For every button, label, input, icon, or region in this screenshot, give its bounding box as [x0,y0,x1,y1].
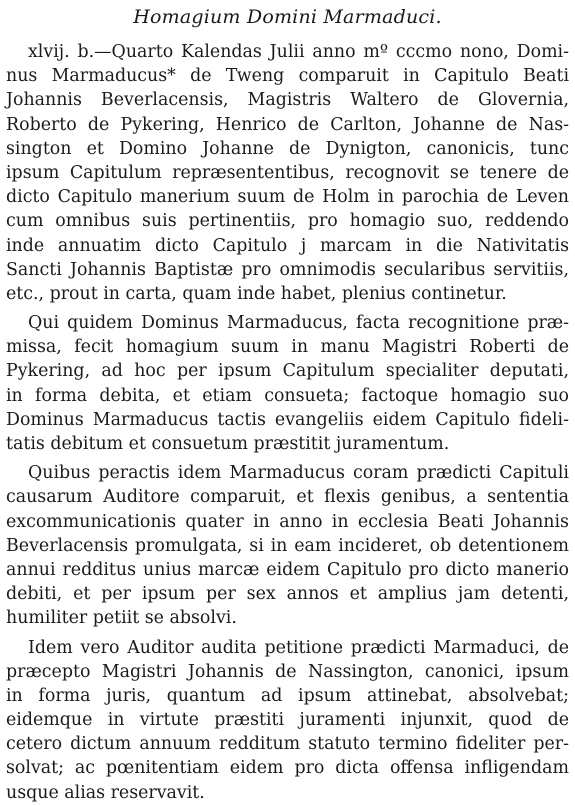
text-line: Idem vero Auditor audita petitione prædicti Marmaduci, de [28,637,569,658]
text-line: solvat; ac pœnitentiam eidem pro dicta offensa infligendam [6,758,569,779]
body-text [6,40,569,805]
paragraph [6,636,569,805]
page-title: Homagium Domini Marmaduci. [133,6,442,28]
text-line: xlvij. b.—Quarto Kalendas Julii anno mº cccmo nono, Domi- [28,42,569,62]
text-line: Roberto de Pykering, Henrico de Carlton, Johanne de Nas- [6,114,569,135]
text-line: nus Marmaducus* de Tweng comparuit in Capitulo Beati [6,66,569,87]
text-line: usque alias reservavit. [6,782,205,803]
text-line: annui redditus unius marcæ eidem Capitulo pro dicto manerio [6,559,569,580]
text-line: etc., prout in carta, quam inde habet, plenius continetur. [6,283,507,304]
text-line: tatis debitum et consuetum præstitit juramentum. [6,434,450,454]
text-line: Dominus Marmaducus tactis evangeliis eidem Capitulo fideli- [6,409,569,430]
text-line: Beverlacensis promulgata, si in eam incideret, ob detentionem [6,535,569,556]
text-line: præcepto Magistri Johannis de Nassington, canonici, ipsum [6,661,569,682]
text-line: debiti, et per ipsum per sex annos et amplius jam detenti, [6,584,569,605]
text-line: Quibus peractis idem Marmaducus coram prædicti Capituli [28,463,569,484]
text-line: cetero dictum annuum redditum statuto termino fideliter per- [6,734,569,755]
text-line: Qui quidem Dominus Marmaducus, facta recognitione præ- [28,313,569,334]
paragraph [6,461,569,630]
text-line: Pykering, ad hoc per ipsum Capitulum specialiter deputati, [6,361,569,382]
text-line: eidemque in virtute præstiti juramenti injunxit, quod de [6,710,569,731]
text-line: in forma juris, quantum ad ipsum attinebat, absolvebat; [6,685,569,706]
text-line: Johannis Beverlacensis, Magistris Waltero de Gloverni̇a, [6,90,569,111]
paragraph [6,40,569,306]
paragraph [6,311,569,456]
text-line: excommunicationis quater in anno in ecclesia Beati Johannis [6,511,569,532]
text-line: humiliter petiit se absolvi. [6,608,237,629]
text-line: in forma debita, et etiam consueta; factoque homagio suo [6,385,569,406]
text-line: Sancti Johannis Baptistæ pro omnimodis secularibus servitiis, [6,259,569,280]
text-line: sington et Domino Johanne de Dynigton, canonicis, tunc [6,138,569,159]
text-line: inde annuatim dicto Capitulo j marcam in die Nativitatis [6,235,569,256]
text-line: missa, fecit homagium suum in manu Magistri Roberti de [6,337,569,358]
text-line: ipsum Capitulum repræsententibus, recognovit se tenere de [6,162,569,183]
text-line: causarum Auditore comparuit, et flexis genibus, a sententia [6,487,569,508]
text-line: dicto Capitulo manerium suum de Holm in parochia de Leven [6,187,569,208]
text-line: cum omnibus suis pertinentiis, pro homagio suo, reddendo [6,211,569,232]
